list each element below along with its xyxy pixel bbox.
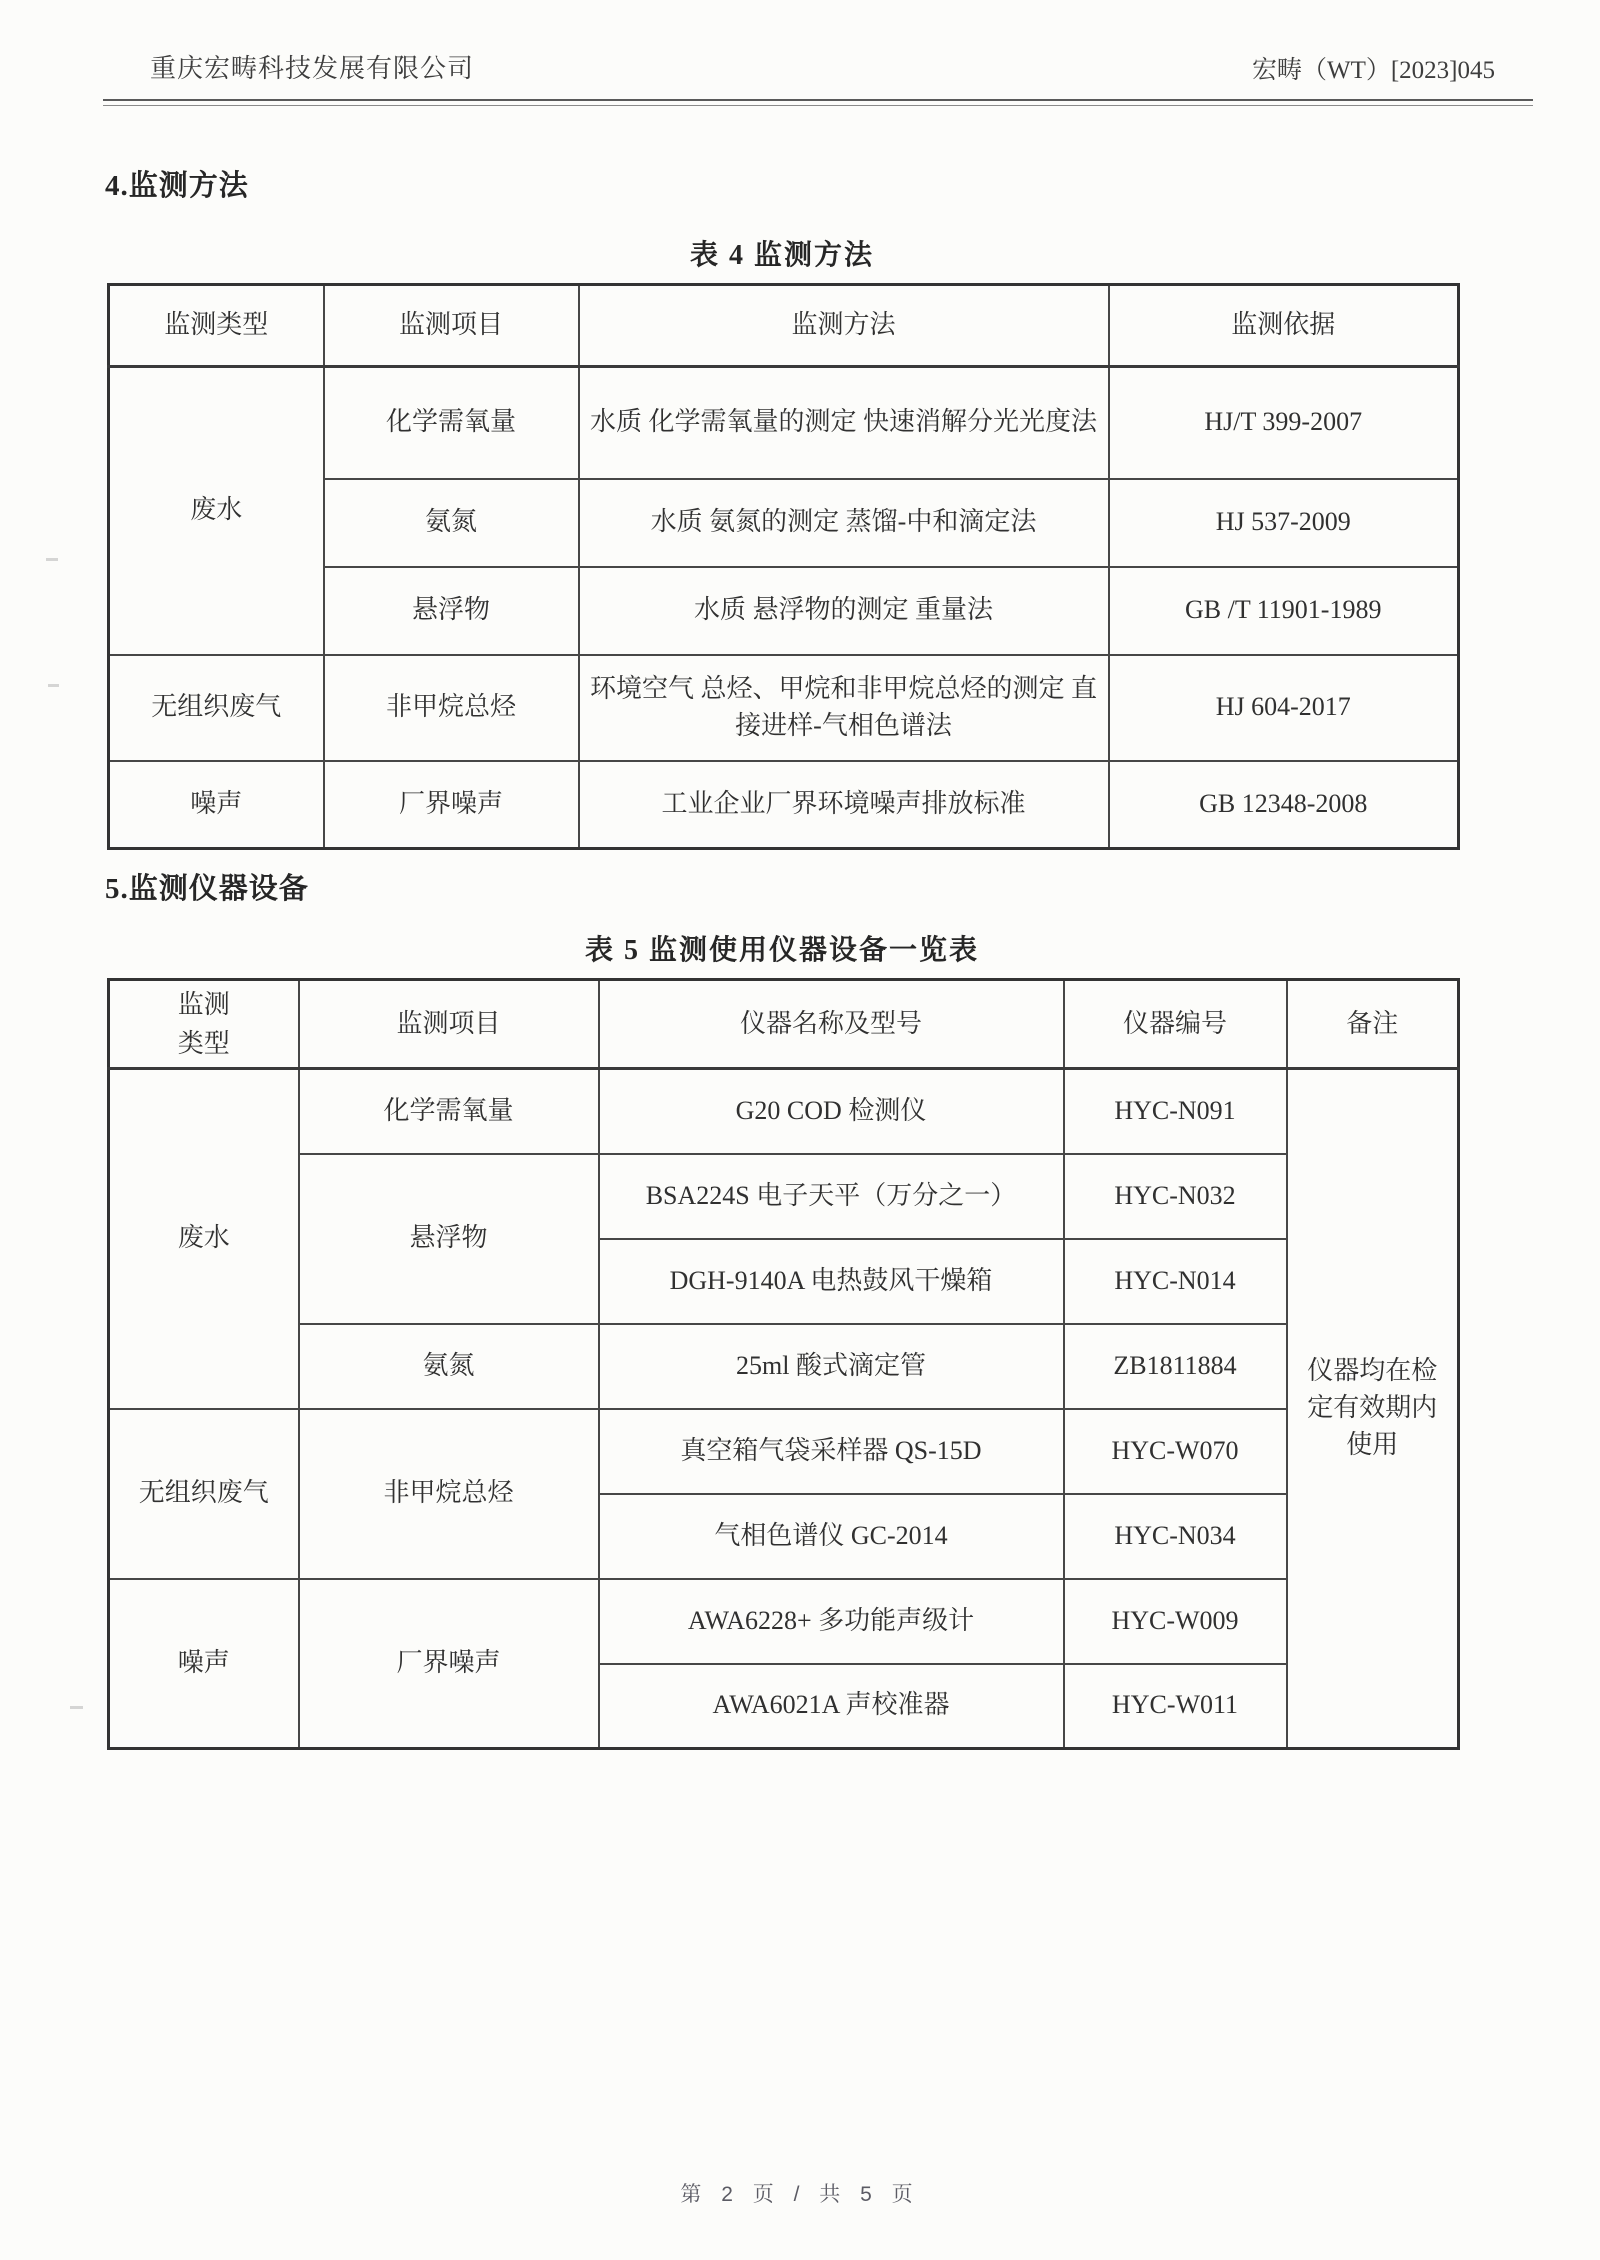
instrument-cell: 气相色谱仪 GC-2014 [599,1494,1064,1579]
serial-cell: HYC-N032 [1064,1154,1287,1239]
monitor-type-cell: 废水 [109,1069,299,1409]
table5-title: 表 5 监测使用仪器设备一览表 [584,935,979,966]
monitor-item-cell: 厂界噪声 [324,761,579,849]
basis-cell: GB 12348-2008 [1109,761,1459,849]
method-cell: 水质 氨氮的测定 蒸馏-中和滴定法 [579,479,1109,567]
serial-cell: ZB1811884 [1064,1324,1287,1409]
monitor-type-cell: 无组织废气 [109,1409,299,1579]
serial-cell: HYC-W009 [1064,1579,1287,1664]
basis-cell: HJ 537-2009 [1109,479,1459,567]
instrument-cell: 25ml 酸式滴定管 [599,1324,1064,1409]
column-header-monitor-item: 监测项目 [324,285,579,367]
header-rule [103,99,1533,106]
scan-speck [46,558,58,561]
monitor-type-cell: 噪声 [109,761,324,849]
company-name: 重庆宏畴科技发展有限公司 [150,54,475,83]
instrument-cell: DGH-9140A 电热鼓风干燥箱 [599,1239,1064,1324]
monitor-type-label: 监测类型 [177,990,230,1058]
basis-cell: HJ/T 399-2007 [1109,367,1459,479]
monitor-item-cell: 非甲烷总烃 [299,1409,599,1579]
serial-cell: HYC-W070 [1064,1409,1287,1494]
table4-title: 表 4 监测方法 [689,240,874,271]
document-number: 宏畴（WT）[2023]045 [1251,57,1495,84]
scan-speck [70,1706,83,1709]
serial-cell: HYC-N091 [1064,1069,1287,1154]
instrument-list-table [107,978,1460,1750]
column-header-method: 监测方法 [579,285,1109,367]
column-header-serial: 仪器编号 [1064,980,1287,1069]
instrument-cell: G20 COD 检测仪 [599,1069,1064,1154]
monitor-item-cell: 氨氮 [299,1324,599,1409]
instrument-cell: 真空箱气袋采样器 QS-15D [599,1409,1064,1494]
monitor-item-cell: 化学需氧量 [299,1069,599,1154]
method-cell: 水质 悬浮物的测定 重量法 [579,567,1109,655]
monitor-item-cell: 悬浮物 [299,1154,599,1324]
monitor-type-cell: 废水 [109,367,324,655]
section5-heading: 5.监测仪器设备 [105,873,309,905]
serial-cell: HYC-N034 [1064,1494,1287,1579]
instrument-cell: BSA224S 电子天平（万分之一） [599,1154,1064,1239]
column-header-monitor-item: 监测项目 [299,980,599,1069]
monitor-item-cell: 悬浮物 [324,567,579,655]
method-cell: 工业企业厂界环境噪声排放标准 [579,761,1109,849]
column-header-instrument: 仪器名称及型号 [599,980,1064,1069]
basis-cell: HJ 604-2017 [1109,655,1459,761]
serial-cell: HYC-W011 [1064,1664,1287,1749]
basis-cell: GB /T 11901-1989 [1109,567,1459,655]
monitor-type-cell: 噪声 [109,1579,299,1749]
section4-heading: 4.监测方法 [105,170,249,202]
scan-speck [48,684,59,687]
column-header-basis: 监测依据 [1109,285,1459,367]
monitoring-methods-table [107,283,1460,850]
instrument-cell: AWA6228+ 多功能声级计 [599,1579,1064,1664]
column-header-remark: 备注 [1287,980,1459,1069]
monitor-item-cell: 氨氮 [324,479,579,567]
monitor-item-cell: 厂界噪声 [299,1579,599,1749]
method-cell: 水质 化学需氧量的测定 快速消解分光光度法 [579,367,1109,479]
remark-cell: 仪器均在检定有效期内使用 [1287,1069,1459,1749]
instrument-cell: AWA6021A 声校准器 [599,1664,1064,1749]
monitor-type-cell: 无组织废气 [109,655,324,761]
method-cell: 环境空气 总烃、甲烷和非甲烷总烃的测定 直接进样-气相色谱法 [579,655,1109,761]
column-header-monitor-type: 监测类型 [109,285,324,367]
column-header-monitor-type [109,980,299,1069]
page-number: 第 2 页 / 共 5 页 [680,2183,920,2206]
monitor-item-cell: 非甲烷总烃 [324,655,579,761]
monitor-item-cell: 化学需氧量 [324,367,579,479]
serial-cell: HYC-N014 [1064,1239,1287,1324]
